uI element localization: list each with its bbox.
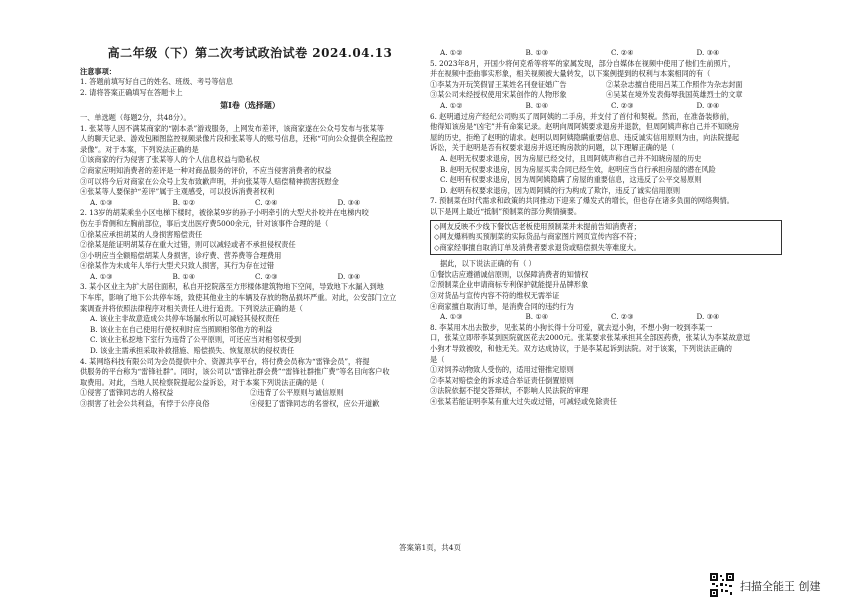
q-option: C. 赵明有权要求退房，因为周阿姨隐瞒了房屋的重要信息，这违反了公平交易原则: [440, 175, 702, 185]
q-stem: 以下是网上最近“抵制”预制菜的部分舆情摘要。: [430, 206, 582, 216]
q-option: D. 该业主需承担采取补救措施、赔偿损失、恢复原状的侵权责任: [90, 346, 295, 356]
q-stem: 屋的历史，拒绝了赵明的请求。赵明以周阿姨隐瞒重要信息、违反诚实信用原则为由，向法院提起: [430, 132, 740, 142]
part-heading: 一、单选题（每题2分，共48分）。: [80, 112, 191, 122]
q-stem: 录像”。对于本案，下列说法正确的是: [80, 144, 199, 154]
question-3: [80, 282, 420, 356]
left-column: [80, 0, 420, 410]
q-option: ③某公司未经授权使用宋某创作的人物形象: [430, 90, 567, 100]
q-option: ②商家应明知消费者的差评是一种对商品服务的评价，不应当侵害消费者的权益: [80, 165, 332, 175]
choice-c: C. ②③: [255, 271, 278, 281]
opinion-box: [430, 220, 782, 256]
exam-title: 高二年级（下）第二次考试政治试卷 2024.04.13: [107, 46, 393, 60]
choice-c: C. ②③: [611, 312, 634, 322]
section-title: 第Ⅰ卷（选择题）: [220, 100, 280, 111]
q4-choices: [430, 48, 782, 59]
right-column: [430, 0, 782, 408]
question-4: [80, 357, 420, 410]
q-stem: 1. 张某等人因不满某商家的“剧本杀”游戏服务，上网发布差评，该商家遂在公众号发布与张某等: [80, 123, 384, 133]
q-stem: 4. 某网络科技有限公司为会员提供中介、资源共享平台，将付费会员称为“雷锋会员”，将提: [80, 356, 370, 366]
qr-code-icon: [710, 573, 734, 597]
question-6: [430, 112, 782, 197]
choice-a: A. ①②: [440, 48, 463, 57]
question-1: [80, 124, 420, 209]
question-7: [430, 196, 782, 323]
choice-a: A. ①③: [90, 197, 113, 207]
q-stem: 取费用。对此，当地人民检察院提起公益诉讼，对于本案下列说法正确的是（: [80, 377, 325, 387]
q-option: B. 赵明无权要求退房，因为房屋买卖合同已经生效，赵明应当自行承担房屋的潜在风险: [440, 164, 716, 174]
q-stem: 他得知该房是“凶宅”并有命案记录。赵明向周阿姨要求退房并退款，但周阿姨声称自己并不知晓房: [430, 122, 740, 132]
choice-b: B. ①④: [172, 271, 196, 281]
q-option: ③法院依据不提交答辩状，不影响人民法院的审理: [430, 386, 589, 396]
q-stem: 6. 赵明通过房产经纪公司购买了周阿姨的二手房，并支付了首付和契税。然而，在准备装修前，: [430, 111, 734, 121]
q-option: ①餐饮店应遵循诚信原则，以保障消费者的知情权: [430, 269, 589, 279]
q-option: ④张某等人要保护“差评”属于主观感受，可以投诉消费者权利: [80, 187, 275, 197]
q-choices: [80, 198, 420, 209]
notice-item: 2. 请将答案正确填写在答题卡上: [80, 87, 183, 97]
q-option-row: [430, 80, 782, 91]
choice-b: B. ①④: [525, 100, 549, 110]
choice-c: C. ②④: [255, 197, 278, 207]
question-8: [430, 323, 782, 408]
q-stem: 口，张某立即带李某到医院就医花去2000元。张某要求张某承担其全部医药费，张某认为李某故意逗: [430, 333, 751, 343]
q-stem: 诉讼，关于赵明是否有权要求退房并返还购房款的问题，以下理解正确的是（: [430, 143, 675, 153]
choice-d: D. ③④: [696, 312, 720, 322]
choice-c: C. ②③: [611, 100, 634, 110]
box-item: ◇商家经事擅自取消订单及消费者要求退货或赔偿损失等难度大。: [434, 242, 641, 252]
notice-item: 1. 答题前填写好自己的姓名、班级、考号等信息: [80, 77, 233, 87]
question-5: [430, 59, 782, 112]
q-option: ②违背了公平原则与诚信原则: [250, 388, 344, 398]
q-stem: 2. 13岁的胡某乘坐小区电梯下楼时，被徐某9岁的孙子小明牵引的大型犬扑咬并在电梯内咬: [80, 208, 369, 218]
q-option: B. 该业主在自己使用行使权利时应当照顾相邻他方的利益: [90, 324, 273, 334]
choice-d: D. ③④: [337, 197, 361, 207]
q-option: ③对货品与宣传内容不符的维权无需举证: [430, 291, 560, 301]
q-option: ②徐某是能证明胡某存在重大过错，则可以减轻或者不承担侵权责任: [80, 240, 296, 250]
notice-heading: 注意事项：: [80, 66, 116, 76]
q-stem: 是（: [430, 354, 445, 364]
q-option-row: [430, 90, 782, 101]
q-option: A. 该业主非故意造成公共停车场漏水所以可减轻其侵权责任: [90, 314, 280, 324]
choice-b: B. ①②: [172, 197, 196, 207]
q-option: D. 赵明有权要求退房，因为周阿姨的行为构成了欺诈，违反了诚实信用原则: [440, 185, 681, 195]
q-option: ④侵犯了雷锋同志的名誉权，应公开道歉: [250, 399, 380, 408]
q-option: ①侵害了雷锋同志的人格权益: [80, 388, 174, 398]
q-choices: [80, 272, 420, 283]
q-stem: 人的聊天记录、游戏包厢图监控视频录像片段和张某等人的账号信息，还称“可向公众提供全程监控: [80, 134, 393, 144]
page-footer: 答案第1页，共4页: [398, 543, 462, 552]
q-option: C. 该业主私挖地下室行为违背了公平原则，可还应当对相邻权受到: [90, 335, 302, 345]
choice-d: D. ③④: [337, 271, 361, 281]
q-stem: 伤左手背侧和左胸前部位，事后支出医疗费5000余元，针对该事件合理的是（: [80, 218, 329, 228]
q-option: ②某杂志擅自使用吕某工作照作为杂志封面: [606, 79, 743, 89]
choice-d: D. ③④: [696, 48, 720, 57]
choice-b: B. ①④: [525, 312, 549, 322]
q-stem: 供服务的平台称为“雷锋社群”。同时，该公司以“雷锋社群会费”“雷锋社群推广费”等名目向客户收: [80, 367, 390, 377]
q-option: ③小明应当全额赔偿胡某人身损害，诊疗费、营养费等合理费用: [80, 250, 282, 260]
scanner-watermark: 扫描全能王 创建: [740, 580, 821, 593]
q-choices: [430, 312, 782, 323]
q-option: ④徐某作为未成年人举行大型犬只致人损害，其行为存在过错: [80, 261, 275, 271]
q-stem: 小狗才导致被咬，和他无关。双方达成协议，于是李某起诉到法院。对于该案，下列说法正确的: [430, 344, 732, 354]
q-option: ②李某对赔偿金的诉求适合举证责任倒置原则: [430, 375, 574, 385]
q-option: A. 赵明无权要求退房，因为房屋已经交付，且周阿姨声称自己并不知晓房屋的历史: [440, 153, 702, 163]
box-item: ◇网友爆料购买预制菜的实际货品与商家图片网页宣传内容不符；: [434, 232, 641, 242]
q-choices: [430, 101, 782, 112]
q-option: ①李某为开玩笑假冒王某姓名刊登征婚广告: [430, 79, 567, 89]
q-option-row: [80, 399, 420, 410]
q-option: ③可以将今后对商家在公众号上发布致歉声明，并向张某等人赔偿精神损害抚慰金: [80, 176, 339, 186]
q-stem: 据此，以下说法正确的有（ ）: [440, 259, 536, 269]
q-option: ④商家擅自取消订单，是消费合同的违约行为: [430, 301, 574, 311]
q-stem: 3. 某小区业主为扩大居住面积，私自开挖院落至方形楼体建筑物地下空间，导致地下水漏入到地: [80, 282, 384, 292]
q-stem: 下车库，影响了地下公共停车场，致使其他业主的车辆及存放的物品损坏严重。对此，公安部门立立: [80, 293, 397, 303]
choice-a: A. ①②: [440, 100, 463, 110]
choice-a: A. ①③: [440, 312, 463, 322]
box-item: ◇网友反映不少线下餐饮店老板使用预制菜并未提前告知消费者；: [434, 221, 641, 231]
choice-a: A. ①③: [90, 271, 113, 281]
choice-b: B. ①③: [525, 48, 549, 57]
choice-d: D. ③④: [696, 100, 720, 110]
q-stem: 案调查并将依照法律程序对相关责任人进行追责。下列说法正确的是（: [80, 303, 303, 313]
q-option: ④张某若能证明李某有重大过失或过错，可减轻或免除责任: [430, 397, 617, 406]
q-option: ②预制菜企业申请商标专利保护就能提升品牌形象: [430, 280, 589, 290]
choice-c: C. ②④: [611, 48, 634, 57]
q-stem: 8. 李某用木出去散步，见张某的小狗长得十分可爱，就去逗小狗，不想小狗一咬到李某一: [430, 322, 713, 332]
q-stem: 7. 预制菜在时代需求和政策的共同推动下迎来了爆发式的增长，但也存在诸多负面的网络舆情。: [430, 196, 734, 206]
q-option: ③损害了社会公共利益，有悖于公序良俗: [80, 399, 210, 408]
q-option: ①徐某应承担胡某的人身损害赔偿责任: [80, 229, 203, 239]
question-2: [80, 208, 420, 282]
q-stem: 5. 2023年8月，开国少将何克希等将军的家属发现，部分自媒体在视频中使用了他们生前照片，: [430, 58, 736, 68]
q-stem: 并在视频中歪曲事实形象，相关视频被大量转发，以下案例提到的权利与本案相同的有（: [430, 69, 711, 79]
q-option: ①对饲养动物致人受伤的，适用过错推定原则: [430, 365, 574, 375]
q-option: ④吴某在境外发表侮辱我国英雄烈士的文章: [606, 90, 743, 100]
q-option: ①该商家的行为侵害了张某等人的个人信息权益与隐私权: [80, 155, 260, 165]
q-option-row: [80, 388, 420, 399]
